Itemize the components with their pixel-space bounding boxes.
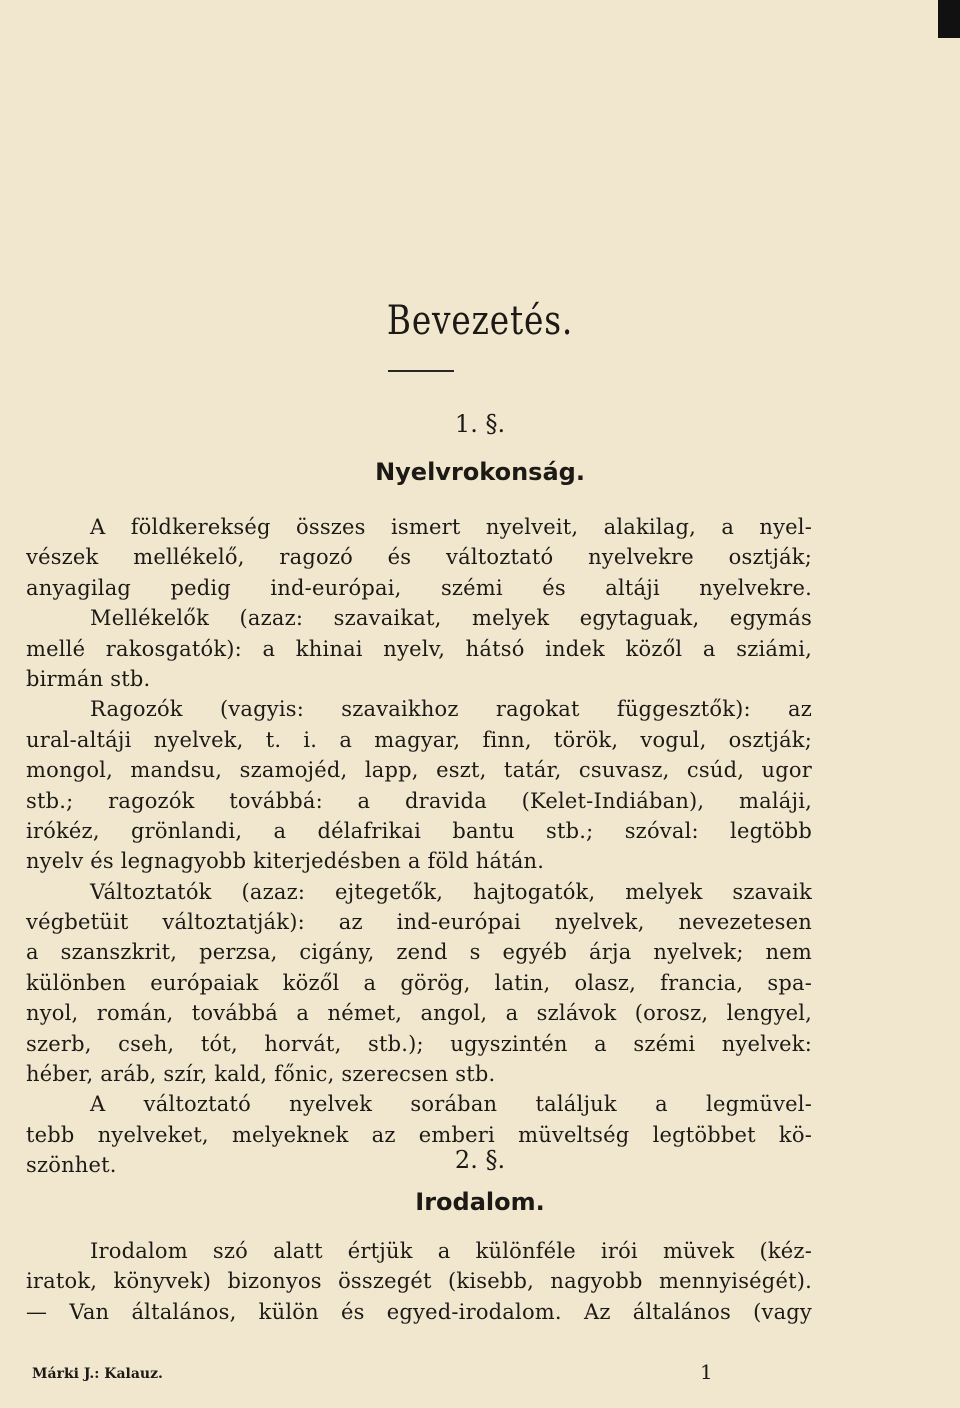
- title-divider: [388, 370, 454, 372]
- section-number-1: 1. §.: [454, 410, 506, 438]
- text-line: ural-altáji nyelvek, t. i. a magyar, finn, török, vogul, osztják;: [26, 727, 812, 752]
- scan-edge-mark: [938, 0, 960, 38]
- text-line: héber, aráb, szír, kald, főnic, szerecsen stb.: [26, 1062, 496, 1087]
- page-number: 1: [700, 1360, 713, 1384]
- text-line: vészek mellékelő, ragozó és változtató nyelvekre osztják;: [26, 545, 812, 570]
- text-line: Változtatók (azaz: ejtegetők, hajtogatók, melyek szavaik: [90, 879, 812, 904]
- text-line: Ragozók (vagyis: szavaikhoz ragokat függesztők): az: [90, 697, 812, 722]
- section-1-body: [26, 512, 812, 1181]
- section-heading-2: Irodalom.: [415, 1188, 545, 1216]
- text-line: anyagilag pedig ind-európai, szémi és altáji nyelvekre.: [26, 575, 812, 600]
- text-line: Irodalom szó alatt értjük a különféle irói müvek (kéz-: [90, 1239, 812, 1263]
- footer-signature: Márki J.: Kalauz.: [32, 1366, 163, 1382]
- text-line: nyelv és legnagyobb kiterjedésben a föld hátán.: [26, 849, 545, 874]
- text-line: mongol, mandsu, szamojéd, lapp, eszt, tatár, csuvasz, csúd, ugor: [26, 758, 812, 783]
- section-2-body: [26, 1236, 812, 1327]
- text-line: A földkerekség összes ismert nyelveit, alakilag, a nyel-: [90, 515, 812, 539]
- text-line: végbetüit változtatják): az ind-európai nyelvek, nevezetesen: [26, 910, 812, 935]
- text-line: A változtató nyelvek sorában találjuk a legmüvel-: [90, 1092, 812, 1117]
- text-line: stb.; ragozók továbbá: a dravida (Kelet-Indiában), maláji,: [26, 788, 812, 813]
- text-line: különben európaiak közől a görög, latin, olasz, francia, spa-: [26, 970, 812, 995]
- text-line: birmán stb.: [26, 666, 151, 691]
- section-heading-1: Nyelvrokonság.: [375, 458, 585, 486]
- section-number-2: 2. §.: [454, 1146, 506, 1174]
- text-line: nyol, román, továbbá a német, angol, a szlávok (orosz, lengyel,: [26, 1001, 812, 1026]
- text-line: irókéz, grönlandi, a délafrikai bantu stb.; szóval: legtöbb: [26, 818, 812, 843]
- text-line: — Van általános, külön és egyed-irodalom. Az általános (vagy: [26, 1299, 812, 1324]
- text-line: Mellékelők (azaz: szavaikat, melyek egytaguak, egymás: [90, 606, 812, 631]
- text-line: szerb, cseh, tót, horvát, stb.); ugyszintén a szémi nyelvek:: [26, 1031, 812, 1056]
- text-line: tebb nyelveket, melyeknek az emberi müveltség legtöbbet kö-: [26, 1122, 812, 1147]
- page-title: Bevezetés.: [386, 298, 574, 344]
- text-line: iratok, könyvek) bizonyos összegét (kisebb, nagyobb mennyiségét).: [26, 1269, 812, 1294]
- text-line: a szanszkrit, perzsa, cigány, zend s egyéb árja nyelvek; nem: [26, 940, 812, 965]
- text-line: mellé rakosgatók): a khinai nyelv, hátsó indek közől a sziámi,: [26, 636, 812, 661]
- text-line: szönhet.: [26, 1153, 117, 1178]
